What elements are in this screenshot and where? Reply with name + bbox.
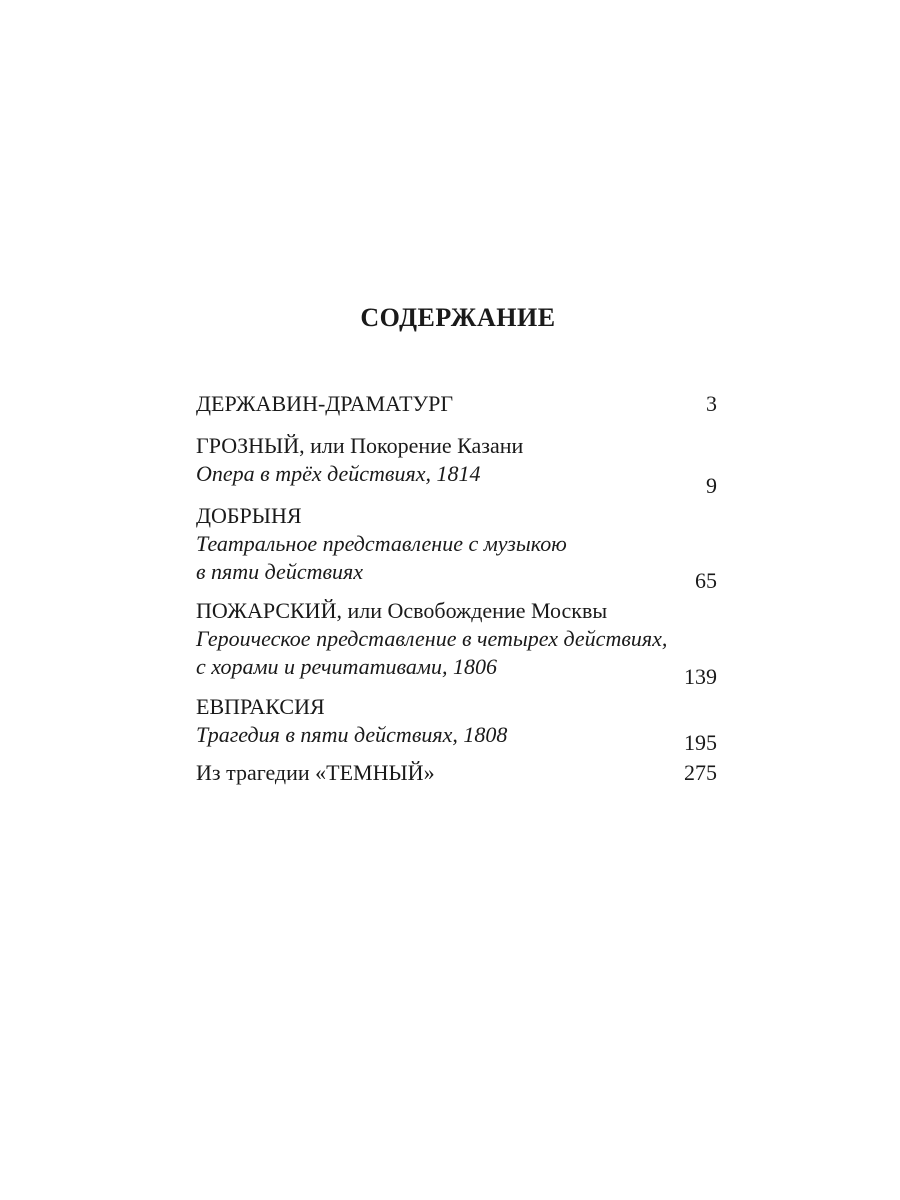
page-number: 195	[684, 730, 717, 755]
toc-entry-temny	[196, 759, 717, 789]
entry-title: ГРОЗНЫЙ, или Покорение Казани	[196, 433, 524, 458]
entry-subtitle: с хорами и речитативами, 1806	[196, 654, 497, 679]
page-number: 3	[706, 391, 717, 416]
entry-subtitle: Театральное представление с музыкою	[196, 531, 567, 556]
entry-subtitle: Опера в трёх действиях, 1814	[196, 461, 481, 486]
page-number: 65	[695, 568, 717, 593]
page-number: 9	[706, 473, 717, 498]
entry-title: ЕВПРАКСИЯ	[196, 694, 325, 719]
page-number: 275	[684, 760, 717, 785]
toc-entry-derzhavin	[196, 390, 717, 432]
entry-subtitle: в пяти действиях	[196, 559, 364, 584]
entry-title: ДОБРЫНЯ	[196, 503, 302, 528]
entry-subtitle: Героическое представление в четырех действиях,	[196, 626, 668, 651]
toc-entry-evpraksiya	[196, 693, 717, 759]
page-title: СОДЕРЖАНИЕ	[360, 303, 556, 332]
entry-title: ПОЖАРСКИЙ, или Освобождение Москвы	[196, 598, 608, 623]
entry-title: ДЕРЖАВИН-ДРАМАТУРГ	[196, 391, 454, 416]
entry-title: Из трагедии «ТЕМНЫЙ»	[196, 760, 435, 785]
table-of-contents	[196, 390, 717, 789]
toc-entry-pozharsky	[196, 597, 717, 693]
toc-entry-dobrynya	[196, 502, 717, 597]
toc-entry-grozny	[196, 432, 717, 502]
page-number: 139	[684, 664, 717, 689]
entry-subtitle: Трагедия в пяти действиях, 1808	[196, 722, 508, 747]
